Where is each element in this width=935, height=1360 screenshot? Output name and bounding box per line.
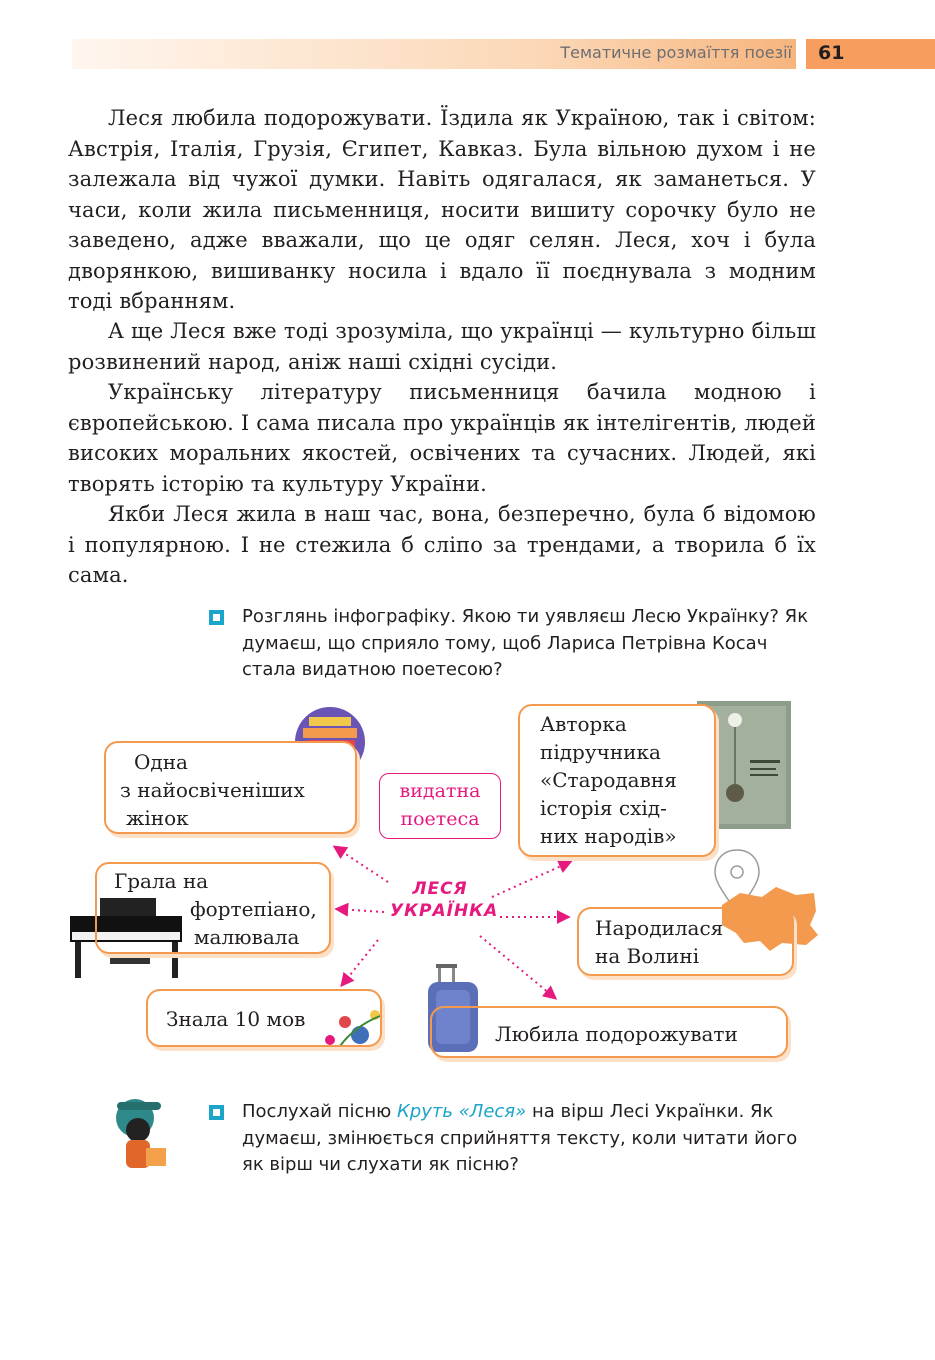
bubble-educated [104, 741, 357, 834]
bubble-author [518, 704, 716, 857]
task-song [209, 1099, 817, 1179]
square-bullet-icon [209, 1105, 224, 1120]
arrow-educated [335, 847, 388, 882]
paragraph-4: Якби Леся жила в наш час, вона, безперечно, була б відомою і популярною. І не стежила б сліпо за трендами, а творила б їх сама. [68, 502, 816, 587]
page-number: 61 [818, 42, 845, 64]
piano-line1: Грала на [114, 869, 209, 893]
piano-line3: малювала [194, 925, 300, 949]
arrow-piano [337, 909, 384, 912]
mascot-icon [116, 1099, 166, 1168]
author-line1: Авторка [540, 712, 627, 736]
center-label-line2: УКРАЇНКА [390, 901, 499, 921]
poet-label-box [379, 773, 501, 839]
author-line2: підручника [540, 740, 661, 764]
task-song-before: Послухай пісню [242, 1101, 398, 1122]
author-line5: них народів» [540, 824, 677, 848]
bubble-piano [95, 862, 331, 954]
center-label-line1: ЛЕСЯ [412, 879, 468, 899]
poet-label-line2: поетеса [400, 808, 480, 830]
travel-line1: Любила подорожувати [495, 1022, 738, 1046]
center-label [390, 878, 499, 922]
paragraph-2: А ще Леся вже тоді зрозуміла, що українці — культурно більш розвинений народ, аніж наші східні сусіди. [68, 319, 816, 374]
educated-line1: Одна [134, 750, 188, 774]
task-infographic-text: Розглянь інфографіку. Якою ти уявляєш Лесю Українку? Як думаєш, що сприяло тому, щоб Лариса Петрівна Косач стала видатною поетесою? [242, 606, 809, 680]
section-title: Тематичне розмаїття поезії [560, 43, 792, 62]
author-line3: «Стародавня [540, 768, 677, 792]
poet-label-line1: видатна [399, 780, 481, 802]
piano-line2: фортепіано, [190, 897, 317, 921]
born-line2: на Волині [595, 944, 700, 968]
bubble-born [577, 907, 794, 976]
educated-line2: з найосвіченіших [120, 778, 305, 802]
arrow-author [492, 862, 570, 897]
paragraph-3: Українську літературу письменниця бачила модною і європейською. І сама писала про українців як інтелігентів, людей високих моральних якостей, освічених та сучасних. Людей, які творять історію та культуру України. [68, 380, 816, 496]
song-link[interactable]: Круть «Леся» [397, 1101, 527, 1122]
paragraph-1: Леся любила подорожувати. Їздила як Україною, так і світом: Австрія, Італія, Грузія, Єгипет, Кавказ. Була вільною духом і не залежала від чужої думки. Навіть одягалася, як заманеться. У часи, коли жила письменниця, носити вишиту сорочку було не заведено, адже вважали, що це одяг селян. Леся, хоч і була дворянкою, вишиванку носила і вдало її поєднувала з модним тоді вбранням. [68, 106, 816, 313]
arrow-languages [342, 940, 378, 985]
task-song-after: на вірш Лесі Українки. Як думаєш, змінюється сприйняття тексту, коли читати його як вірш чи слухати як пісню? [242, 1101, 798, 1175]
author-line4: історія схід- [540, 796, 667, 820]
task-song-text [242, 1099, 817, 1179]
languages-line1: Знала 10 мов [166, 1007, 306, 1031]
educated-line3: жінок [126, 806, 189, 830]
born-line1: Народилася [595, 916, 724, 940]
arrow-travel [480, 936, 555, 998]
bubble-languages [146, 989, 382, 1047]
bubble-travel [430, 1006, 788, 1058]
